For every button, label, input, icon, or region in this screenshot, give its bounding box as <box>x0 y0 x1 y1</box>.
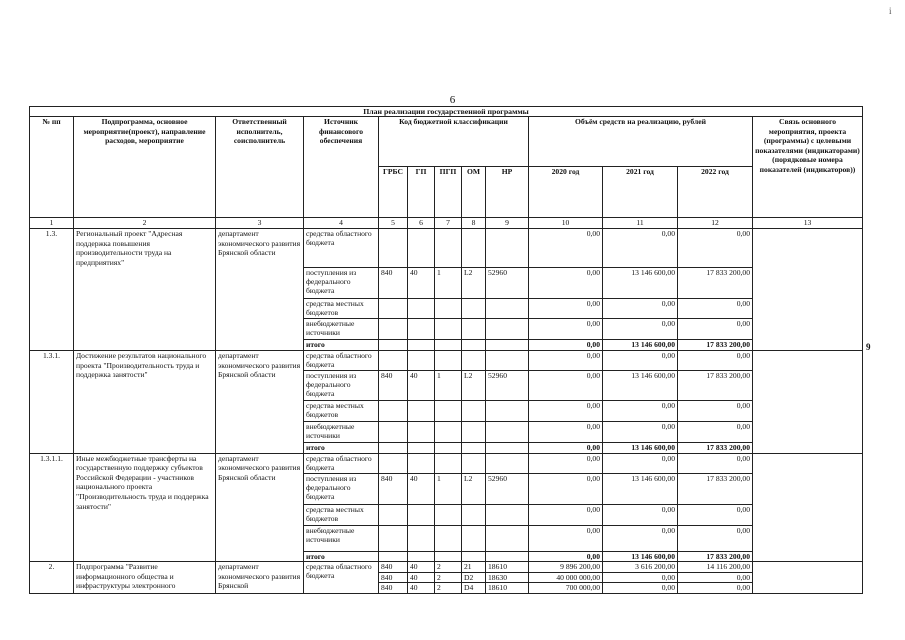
code-pgp: 1 <box>435 268 462 299</box>
indicator-link-cell <box>753 453 863 562</box>
value-2021: 0,00 <box>603 525 678 551</box>
value-2020: 0,00 <box>529 504 603 525</box>
source-label: внебюджетные источники <box>304 319 379 340</box>
total-2020: 0,00 <box>529 443 603 454</box>
row-number: 1.3.1.1. <box>30 453 74 562</box>
total-2022: 17 833 200,00 <box>678 551 753 562</box>
value-2022: 0,00 <box>678 401 753 422</box>
value-2021: 0,00 <box>603 299 678 319</box>
value-2022: 14 116 200,00 <box>678 562 753 573</box>
value-2022: 0,00 <box>678 525 753 551</box>
value-2020: 9 896 200,00 <box>529 562 603 573</box>
value-2021: 0,00 <box>603 453 678 473</box>
source-label: поступления из федерального бюджета <box>304 473 379 504</box>
code-om: L2 <box>462 473 486 504</box>
code-nr: 18610 <box>486 562 529 573</box>
value-2020: 40 000 000,00 <box>529 572 603 583</box>
source-label: средства местных бюджетов <box>304 401 379 422</box>
indicator-link-cell <box>753 229 863 351</box>
total-2021: 13 146 600,00 <box>603 340 678 351</box>
value-2022: 17 833 200,00 <box>678 473 753 504</box>
header-indicator-link: Связь основного мероприятия, проекта (программы) с целевыми показателями (индикаторами) (порядковые номера показателей (индикаторов)) <box>753 117 863 218</box>
code-gp: 40 <box>408 572 435 583</box>
row-name: Подпрограмма "Развитие информационного общества и инфраструктуры электронного <box>74 562 216 594</box>
value-2020: 0,00 <box>529 268 603 299</box>
value-2022: 0,00 <box>678 229 753 268</box>
source-label: поступления из федерального бюджета <box>304 268 379 299</box>
row-name: Достижение результатов национального проекта "Производительность труда и поддержка занятости" <box>74 351 216 454</box>
value-2021: 0,00 <box>603 319 678 340</box>
total-2021: 13 146 600,00 <box>603 551 678 562</box>
column-numbers-row <box>30 218 863 229</box>
value-2022: 0,00 <box>678 319 753 340</box>
header-pgp: ПГП <box>435 167 462 218</box>
total-2021: 13 146 600,00 <box>603 443 678 454</box>
code-nr: 52960 <box>486 473 529 504</box>
code-pgp: 2 <box>435 572 462 583</box>
value-2021: 0,00 <box>603 422 678 443</box>
code-om: L2 <box>462 371 486 401</box>
value-2021: 13 146 600,00 <box>603 371 678 401</box>
code-nr: 52960 <box>486 371 529 401</box>
value-2020: 0,00 <box>529 422 603 443</box>
code-gp: 40 <box>408 473 435 504</box>
value-2021: 0,00 <box>603 401 678 422</box>
value-2022: 17 833 200,00 <box>678 371 753 401</box>
value-2021: 0,00 <box>603 572 678 583</box>
code-grbs: 840 <box>379 268 408 299</box>
value-2020: 0,00 <box>529 371 603 401</box>
header-2021: 2021 год <box>603 167 678 218</box>
code-grbs: 840 <box>379 562 408 573</box>
value-2022: 0,00 <box>678 299 753 319</box>
header-gp: ГП <box>408 167 435 218</box>
row-number: 1.3.1. <box>30 351 74 454</box>
col-number: 8 <box>462 218 486 229</box>
col-number: 12 <box>678 218 753 229</box>
source-label: средства местных бюджетов <box>304 504 379 525</box>
code-om: L2 <box>462 268 486 299</box>
code-nr: 18630 <box>486 572 529 583</box>
value-2020: 0,00 <box>529 299 603 319</box>
code-gp: 40 <box>408 268 435 299</box>
total-2020: 0,00 <box>529 551 603 562</box>
header-budget-code: Код бюджетной классификации <box>379 117 529 167</box>
table-row <box>30 229 863 268</box>
total-2022: 17 833 200,00 <box>678 340 753 351</box>
indicator-link-cell <box>753 562 863 594</box>
code-nr: 52960 <box>486 268 529 299</box>
row-responsible: департамент экономического развития Брянской области <box>216 229 304 351</box>
source-label: средства местных бюджетов <box>304 299 379 319</box>
header-num: № пп <box>30 117 74 218</box>
source-label: внебюджетные источники <box>304 525 379 551</box>
row-number: 1.3. <box>30 229 74 351</box>
value-2021: 0,00 <box>603 351 678 371</box>
source-label: средства областного бюджета <box>304 562 379 594</box>
side-mark: 9 <box>866 342 871 352</box>
value-2022: 0,00 <box>678 583 753 594</box>
header-source: Источник финансового обеспечения <box>304 117 379 218</box>
source-label: средства областного бюджета <box>304 229 379 268</box>
value-2020: 0,00 <box>529 319 603 340</box>
col-number: 4 <box>304 218 379 229</box>
value-2022: 0,00 <box>678 351 753 371</box>
value-2022: 0,00 <box>678 422 753 443</box>
code-om: 21 <box>462 562 486 573</box>
col-number: 6 <box>408 218 435 229</box>
code-pgp: 1 <box>435 473 462 504</box>
indicator-link-cell <box>753 351 863 454</box>
col-number: 3 <box>216 218 304 229</box>
total-2020: 0,00 <box>529 340 603 351</box>
code-pgp: 2 <box>435 562 462 573</box>
page-number: 6 <box>449 94 456 106</box>
value-2020: 0,00 <box>529 229 603 268</box>
value-2020: 0,00 <box>529 401 603 422</box>
value-2021: 13 146 600,00 <box>603 473 678 504</box>
source-label: средства областного бюджета <box>304 351 379 371</box>
code-gp: 40 <box>408 371 435 401</box>
col-number: 7 <box>435 218 462 229</box>
col-number: 2 <box>74 218 216 229</box>
code-grbs: 840 <box>379 371 408 401</box>
row-number: 2. <box>30 562 74 594</box>
value-2021: 0,00 <box>603 583 678 594</box>
code-grbs: 840 <box>379 473 408 504</box>
value-2021: 13 146 600,00 <box>603 268 678 299</box>
source-label: поступления из федерального бюджета <box>304 371 379 401</box>
code-gp: 40 <box>408 583 435 594</box>
code-pgp: 2 <box>435 583 462 594</box>
program-plan-table <box>29 106 863 594</box>
header-subprogram: Подпрограмма, основное мероприятие(проект), направление расходов, мероприятие <box>74 117 216 218</box>
value-2022: 0,00 <box>678 504 753 525</box>
header-row <box>30 117 863 167</box>
value-2022: 0,00 <box>678 453 753 473</box>
header-2020: 2020 год <box>529 167 603 218</box>
row-name: Региональный проект "Адресная поддержка повышения производительности труда на предприятиях" <box>74 229 216 351</box>
header-om: ОМ <box>462 167 486 218</box>
col-number: 11 <box>603 218 678 229</box>
row-responsible: департамент экономического развития Брянской области <box>216 351 304 454</box>
value-2020: 0,00 <box>529 351 603 371</box>
code-om: D2 <box>462 572 486 583</box>
corner-mark: i <box>889 6 892 16</box>
col-number: 5 <box>379 218 408 229</box>
code-gp: 40 <box>408 562 435 573</box>
table-row <box>30 453 863 473</box>
table-caption: План реализации государственной программы <box>30 107 863 117</box>
header-responsible: Ответственный исполнитель, соисполнитель <box>216 117 304 218</box>
code-nr: 18610 <box>486 583 529 594</box>
row-responsible: департамент экономического развития Брянской <box>216 562 304 594</box>
source-label: средства областного бюджета <box>304 453 379 473</box>
header-volume: Объём средств на реализацию, рублей <box>529 117 753 167</box>
code-om: D4 <box>462 583 486 594</box>
value-2020: 0,00 <box>529 473 603 504</box>
source-label: итого <box>304 340 379 351</box>
table-row <box>30 562 863 573</box>
col-number: 10 <box>529 218 603 229</box>
value-2020: 700 000,00 <box>529 583 603 594</box>
value-2022: 0,00 <box>678 572 753 583</box>
table-caption-row <box>30 107 863 117</box>
source-label: итого <box>304 551 379 562</box>
code-pgp: 1 <box>435 371 462 401</box>
value-2022: 17 833 200,00 <box>678 268 753 299</box>
source-label: внебюджетные источники <box>304 422 379 443</box>
header-nr: НР <box>486 167 529 218</box>
code-grbs: 840 <box>379 572 408 583</box>
code-grbs: 840 <box>379 583 408 594</box>
value-2020: 0,00 <box>529 525 603 551</box>
total-2022: 17 833 200,00 <box>678 443 753 454</box>
col-number: 13 <box>753 218 863 229</box>
col-number: 1 <box>30 218 74 229</box>
table-row <box>30 351 863 371</box>
header-2022: 2022 год <box>678 167 753 218</box>
header-grbs: ГРБС <box>379 167 408 218</box>
value-2021: 3 616 200,00 <box>603 562 678 573</box>
col-number: 9 <box>486 218 529 229</box>
row-name: Иные межбюджетные трансферты на государственную поддержку субъектов Российской Федерации - участников национального проекта "Производительность труда и поддержка занятости" <box>74 453 216 562</box>
value-2021: 0,00 <box>603 229 678 268</box>
source-label: итого <box>304 443 379 454</box>
value-2020: 0,00 <box>529 453 603 473</box>
value-2021: 0,00 <box>603 504 678 525</box>
row-responsible: департамент экономического развития Брянской области <box>216 453 304 562</box>
